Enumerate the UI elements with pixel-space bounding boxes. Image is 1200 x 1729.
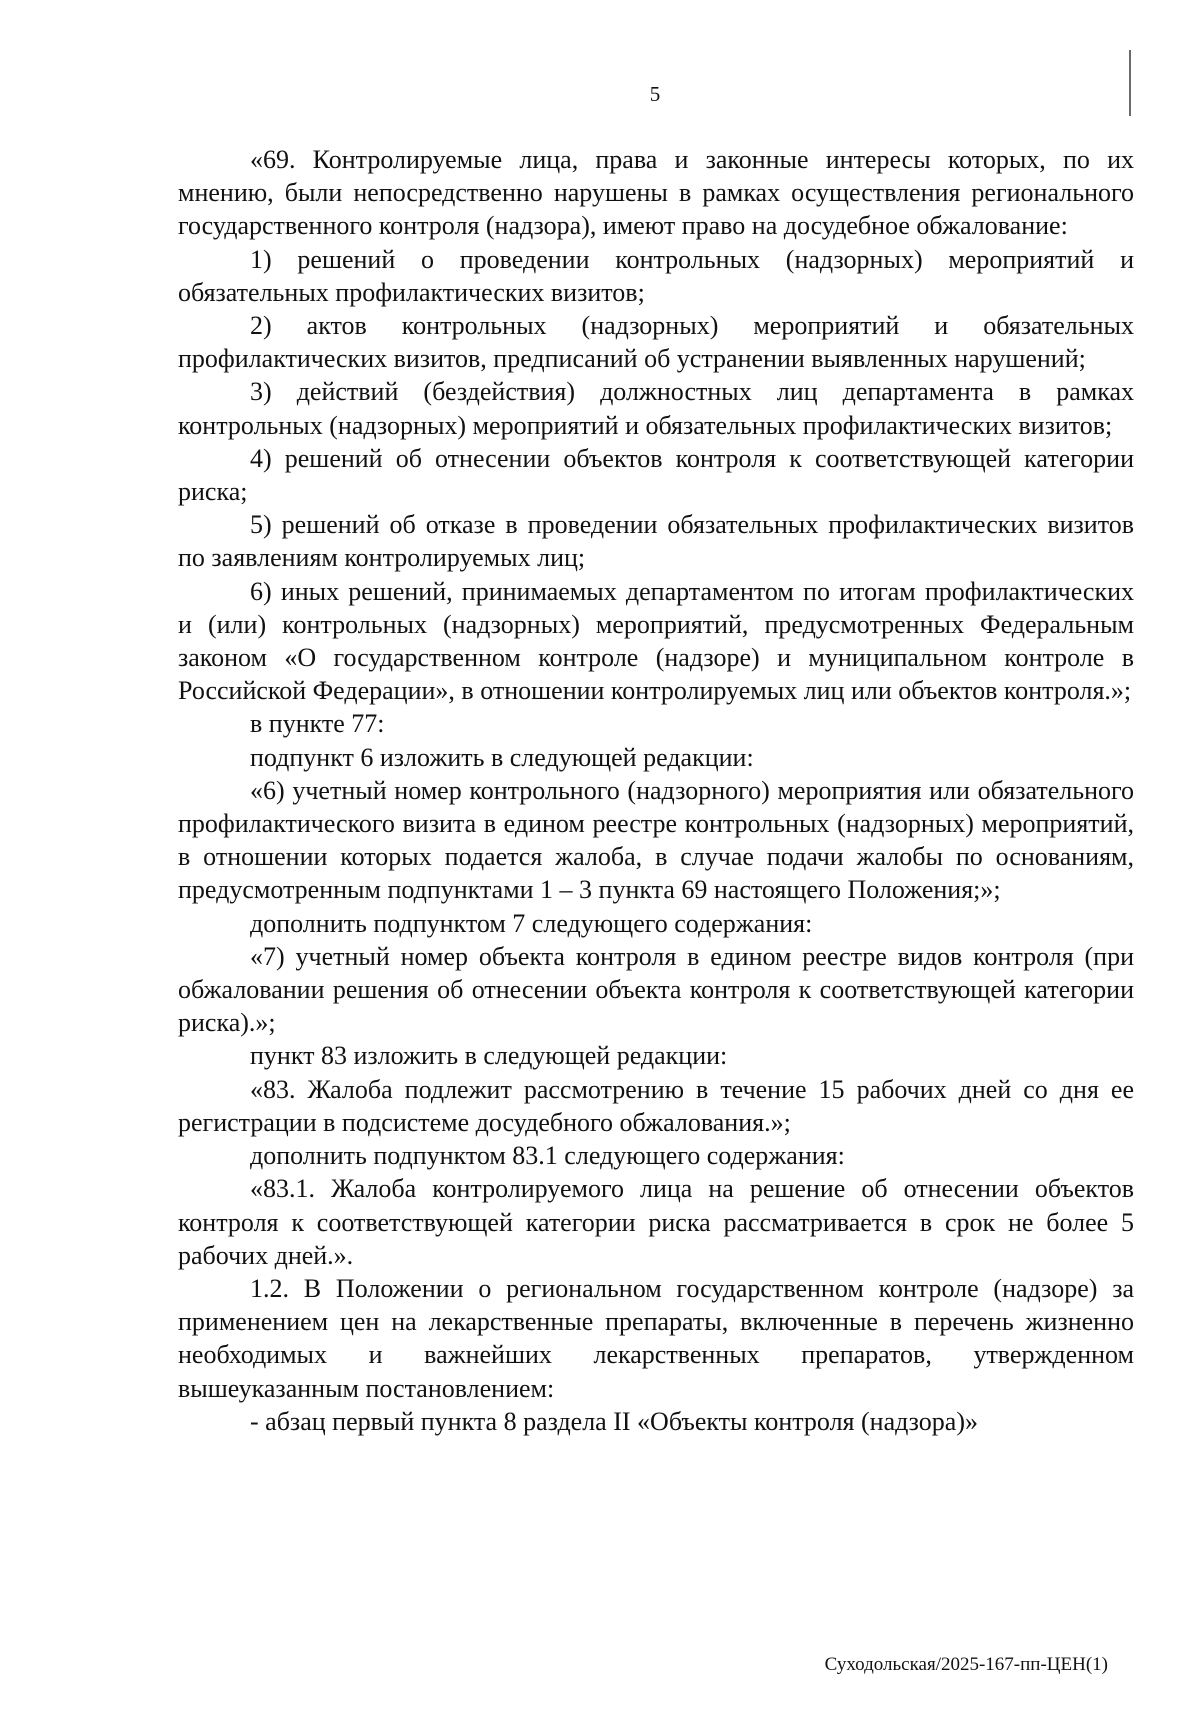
paragraph-point-83-intro: пункт 83 изложить в следующей редакции: [250,1041,728,1071]
paragraph-item-1: 1) решений о проведении контрольных (надзорных) мероприятий и обязательных профилактических визитов; [178,244,1134,307]
page-number: 5 [649,82,661,106]
paragraph-item-4: 4) решений об отнесении объектов контроля к соответствующей категории риска; [178,443,1134,507]
paragraph-69: «69. Контролируемые лица, права и законные интересы которых, по их мнению, были непосредственно нарушены в рамках осуществления регионального государственного контроля (надзора), имеют право на досудебное обжалование: [178,145,1134,241]
paragraph-subpoint-6: «6) учетный номер контрольного (надзорного) мероприятия или обязательного профилактического визита в едином реестре контрольных (надзорных) мероприятий, в отношении которых подается жалоба, в случае подачи жалобы по основаниям, предусмотренным подпунктами 1 – 3 пункта 69 настоящего Положения;»; [178,775,1134,905]
paragraph-subpoint-7: «7) учетный номер объекта контроля в едином реестре видов контроля (при обжаловании решения об отнесении объекта контроля к соответствующей категории риска).»; [178,941,1134,1038]
paragraph-item-5: 5) решений об отказе в проведении обязательных профилактических визитов по заявлениям контролируемых лиц; [178,510,1134,573]
document-body [178,143,1134,1438]
paragraph-point-77: в пункте 77: [250,709,385,739]
paragraph-subpoint-7-intro: дополнить подпунктом 7 следующего содержания: [250,908,813,938]
paragraph-point-8-amendment: - абзац первый пункта 8 раздела II «Объекты контроля (надзора)» [250,1406,978,1436]
paragraph-point-83-1: «83.1. Жалоба контролируемого лица на решение об отнесении объектов контроля к соответствующей категории риска рассматривается в срок не более 5 рабочих дней.». [178,1174,1134,1270]
paragraph-item-6: 6) иных решений, принимаемых департаментом по итогам профилактических и (или) контрольных (надзорных) мероприятий, предусмотренных Федеральным законом «О государственном контроле (надзоре) и муниципальном контроле в Российской Федерации», в отношении контролируемых лиц или объектов контроля.»; [178,576,1134,706]
paragraph-item-2: 2) актов контрольных (надзорных) мероприятий и обязательных профилактических визитов, предписаний об устранении выявленных нарушений; [178,311,1134,374]
document-footer-code: Суходольская/2025-167-пп-ЦЕН(1) [824,1654,1108,1675]
paragraph-point-83-1-intro: дополнить подпунктом 83.1 следующего содержания: [250,1141,845,1171]
paragraph-item-3: 3) действий (бездействия) должностных лиц департамента в рамках контрольных (надзорных) мероприятий и обязательных профилактических визитов; [178,377,1134,440]
paragraph-section-1-2: 1.2. В Положении о региональном государственном контроле (надзоре) за применением цен на лекарственные препараты, включенные в перечень жизненно необходимых и важнейших лекарственных препаратов, утвержденном вышеуказанным постановлением: [178,1273,1134,1403]
paragraph-subpoint-6-intro: подпункт 6 изложить в следующей редакции: [250,742,754,772]
paragraph-point-83: «83. Жалоба подлежит рассмотрению в течение 15 рабочих дней со дня ее регистрации в подсистеме досудебного обжалования.»; [178,1074,1134,1137]
